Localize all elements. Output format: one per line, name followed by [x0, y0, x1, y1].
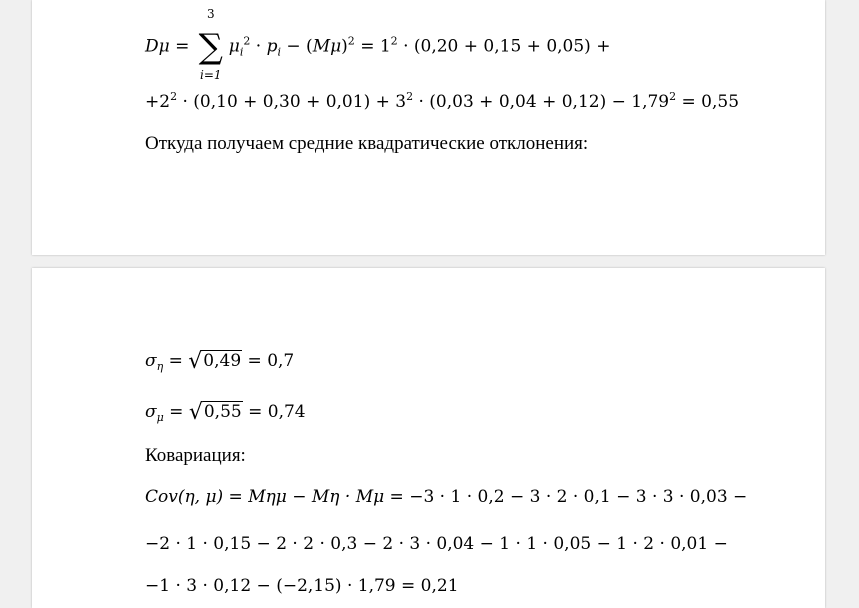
- formula2-sup-a: 2: [170, 90, 178, 103]
- formula-mu-term: μ: [228, 36, 240, 57]
- document-page-2: [32, 268, 825, 608]
- variance-formula-line-1: [145, 7, 611, 82]
- sqrt-eta-radicand: 0,49: [203, 351, 242, 371]
- summation-upper-limit: 3: [206, 7, 215, 21]
- sigma-mu-equals: =: [163, 402, 189, 422]
- formula2-result: = 0,55: [676, 92, 740, 112]
- paragraph-std-deviation: Откуда получаем средние квадратические отклонения:: [145, 133, 589, 154]
- covariance-formula-line-2: −2 · 1 · 0,15 − 2 · 2 · 0,3 − 2 · 3 · 0,04 − 1 · 1 · 0,05 − 1 · 2 · 0,01 −: [145, 534, 728, 554]
- formula2-term-b: · (0,10 + 0,30 + 0,01) + 3: [177, 92, 407, 112]
- formula-equals: =: [169, 36, 195, 57]
- document-page-1: [32, 0, 825, 255]
- sigma-eta-formula: [145, 350, 294, 373]
- formula2-sup-c: 2: [669, 90, 677, 103]
- formula-d-symbol: D: [145, 36, 159, 57]
- summation-lower-limit: i=1: [200, 68, 222, 82]
- covariance-rhs-1: = −3 · 1 · 0,2 − 3 · 2 · 0,1 − 3 · 3 · 0,03 −: [384, 487, 748, 507]
- sigma-mu-formula: [145, 401, 306, 424]
- formula-mu-symbol: μ: [158, 36, 170, 57]
- sigma-mu-symbol: σ: [145, 402, 157, 422]
- formula-eq-one: = 1: [354, 36, 391, 57]
- summation-sigma: ∑: [198, 27, 223, 67]
- sigma-mu-result: = 0,74: [242, 402, 306, 422]
- covariance-lhs: Cov(η, μ) = Mημ − Mη · Mμ: [145, 487, 385, 507]
- sigma-eta-sub: η: [156, 360, 164, 373]
- formula2-term-a: +2: [145, 92, 171, 112]
- formula-close-paren: ): [341, 36, 348, 57]
- formula2-sup-b: 2: [406, 90, 414, 103]
- formula-square: 2: [347, 34, 355, 48]
- formula-p-sub: i: [277, 45, 281, 59]
- sigma-eta-result: = 0,7: [242, 351, 295, 371]
- formula-expectation: Mμ: [312, 36, 342, 57]
- formula-sum-group-1: · (0,20 + 0,15 + 0,05) +: [397, 36, 611, 57]
- radical-sign-icon: √: [188, 400, 203, 425]
- sqrt-eta: [188, 350, 242, 373]
- formula-p: p: [266, 36, 278, 57]
- formula-mu-sub: i: [239, 45, 244, 59]
- formula-dot: ·: [250, 36, 267, 57]
- summation: [197, 7, 225, 82]
- formula-mu-sup: 2: [243, 34, 251, 48]
- covariance-formula-line-1: [145, 486, 747, 508]
- sigma-eta-equals: =: [163, 351, 189, 371]
- formula2-term-c: · (0,03 + 0,04 + 0,12) − 1,79: [413, 92, 670, 112]
- sigma-mu-sub: μ: [156, 411, 164, 424]
- variance-formula-line-2: [145, 91, 739, 113]
- covariance-formula-line-3: −1 · 3 · 0,12 − (−2,15) · 1,79 = 0,21: [145, 576, 459, 596]
- formula-minus: − (: [281, 36, 313, 57]
- radical-sign-icon: √: [188, 349, 203, 374]
- paragraph-covariance: Ковариация:: [145, 445, 246, 466]
- sqrt-mu-radicand: 0,55: [203, 402, 242, 422]
- formula-one-square: 2: [390, 34, 398, 48]
- sigma-eta-symbol: σ: [145, 351, 157, 371]
- sqrt-mu: [189, 401, 243, 424]
